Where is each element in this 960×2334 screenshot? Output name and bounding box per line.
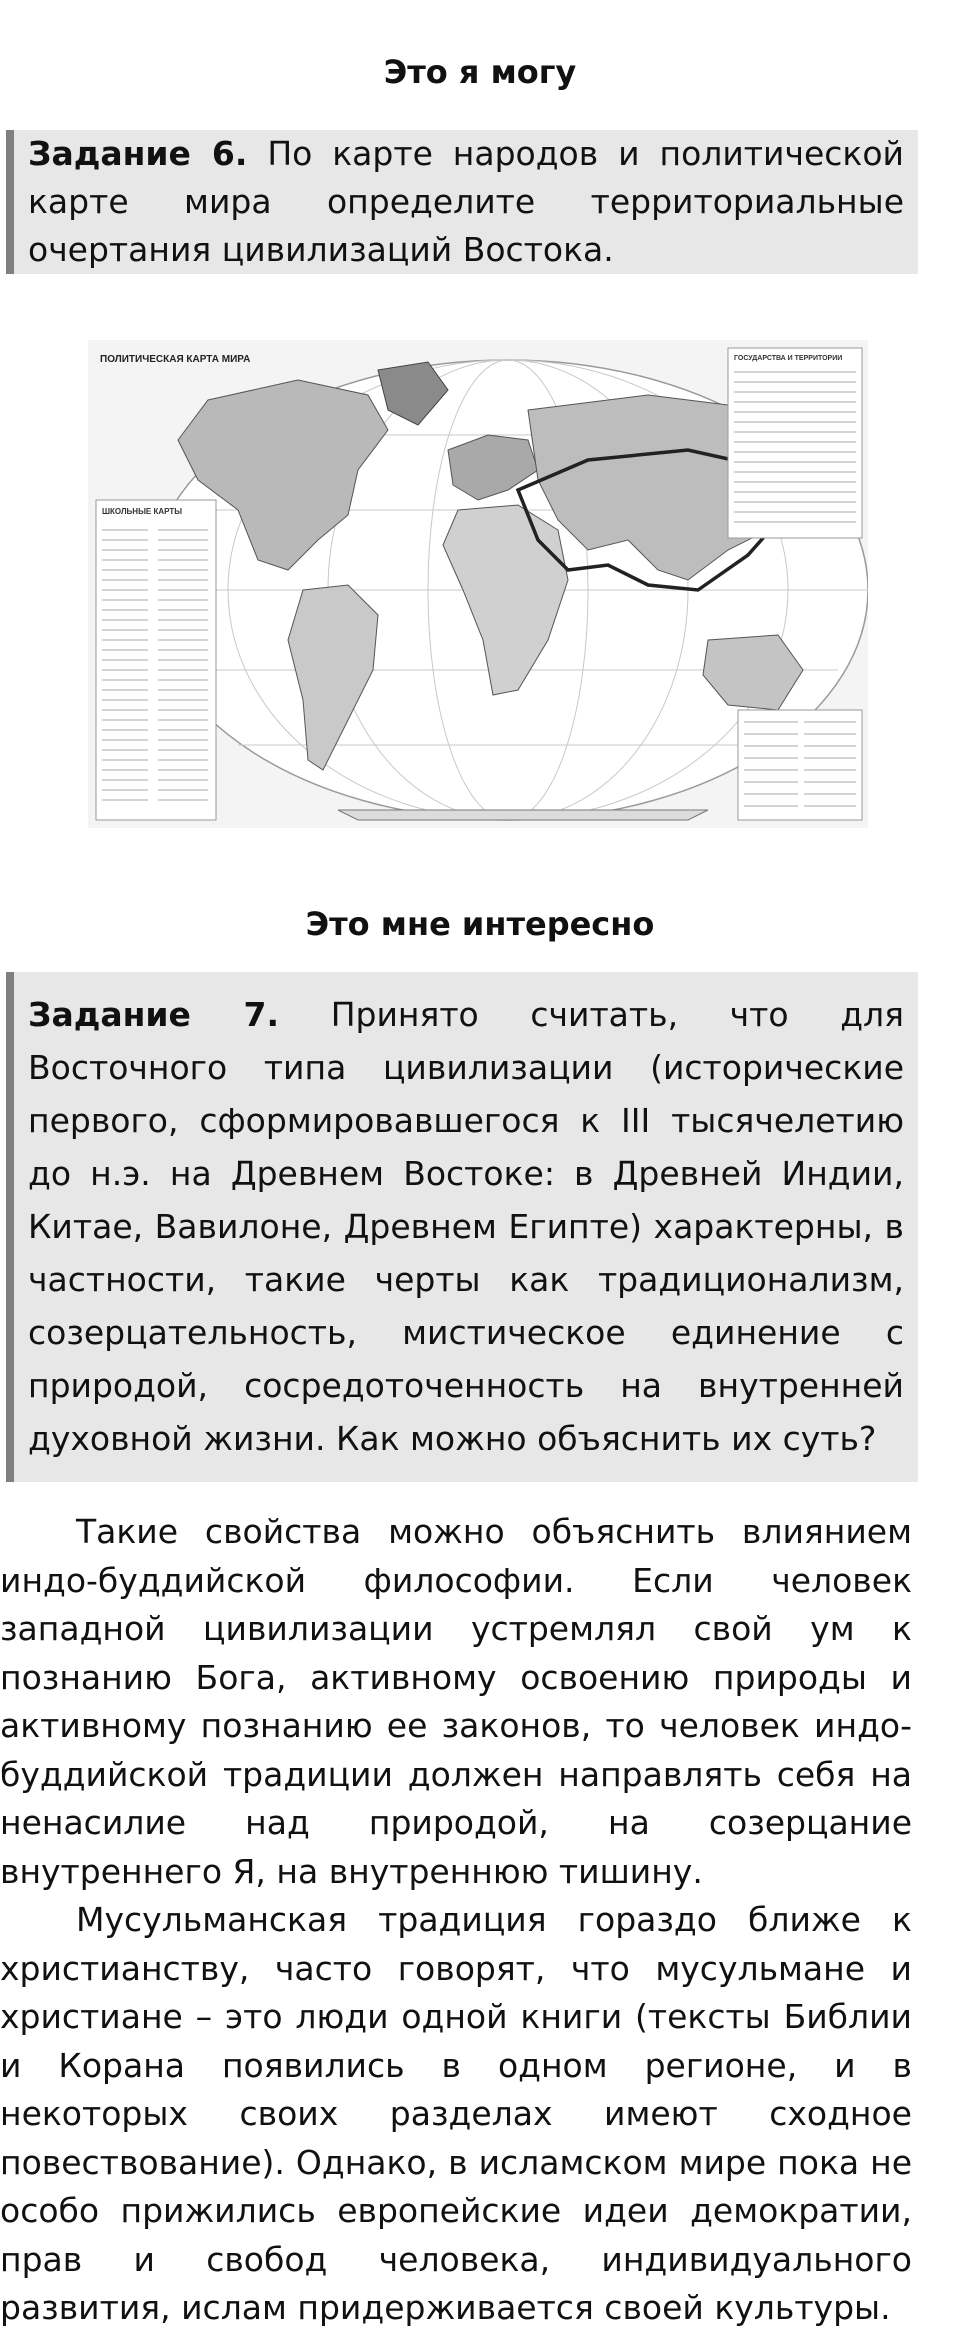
- section-title-i-can: Это я могу: [383, 53, 577, 91]
- map-title: ПОЛИТИЧЕСКАЯ КАРТА МИРА: [100, 354, 251, 365]
- map-legend-left-header: ШКОЛЬНЫЕ КАРТЫ: [102, 507, 183, 516]
- answer-text: [0, 1508, 912, 2333]
- task-7-box: [6, 972, 918, 1482]
- task-7-text: Принято считать, что для Восточного типа цивилизации (исторические первого, сформировавшегося к III тысячелетию до н.э. на Древнем Востоке: в Древней Индии, Китае, Вавилоне, Древнем Египте) характерны, в частности, такие черты как традиционализм, созерцательность, мистическое единение с природой, сосредоточенность на внутренней духовной жизни. Как можно объяснить их суть?: [28, 995, 904, 1458]
- section-title-interesting: Это мне интересно: [305, 905, 655, 943]
- task-7-label: Задание 7.: [28, 995, 280, 1034]
- map-legend-right-header: ГОСУДАРСТВА И ТЕРРИТОРИИ: [734, 355, 843, 362]
- answer-paragraph-1: Такие свойства можно объяснить влиянием индо-буддийской философии. Если человек западной цивилизации устремлял свой ум к познанию Бога, активному освоению природы и активному познанию ее законов, то человек индо-буддийской традиции должен направлять себя на ненасилие над природой, на созерцание внутреннего Я, на внутреннюю тишину.: [0, 1512, 912, 1891]
- answer-paragraph-2: Мусульманская традиция гораздо ближе к христианству, часто говорят, что мусульмане и христиане – это люди одной книги (тексты Библии и Корана появились в одном регионе, и в некоторых своих разделах имеют сходное повествование). Однако, в исламском мире пока не особо прижились европейские идеи демократии, прав и свобод человека, индивидуального развития, ислам придерживается своей культуры.: [0, 1900, 912, 2327]
- political-world-map: [88, 340, 868, 828]
- task-6-box: [6, 130, 918, 274]
- task-6-text: По карте народов и политической карте мира определите территориальные очертания цивилизаций Востока.: [28, 134, 904, 269]
- task-6-label: Задание 6.: [28, 134, 248, 173]
